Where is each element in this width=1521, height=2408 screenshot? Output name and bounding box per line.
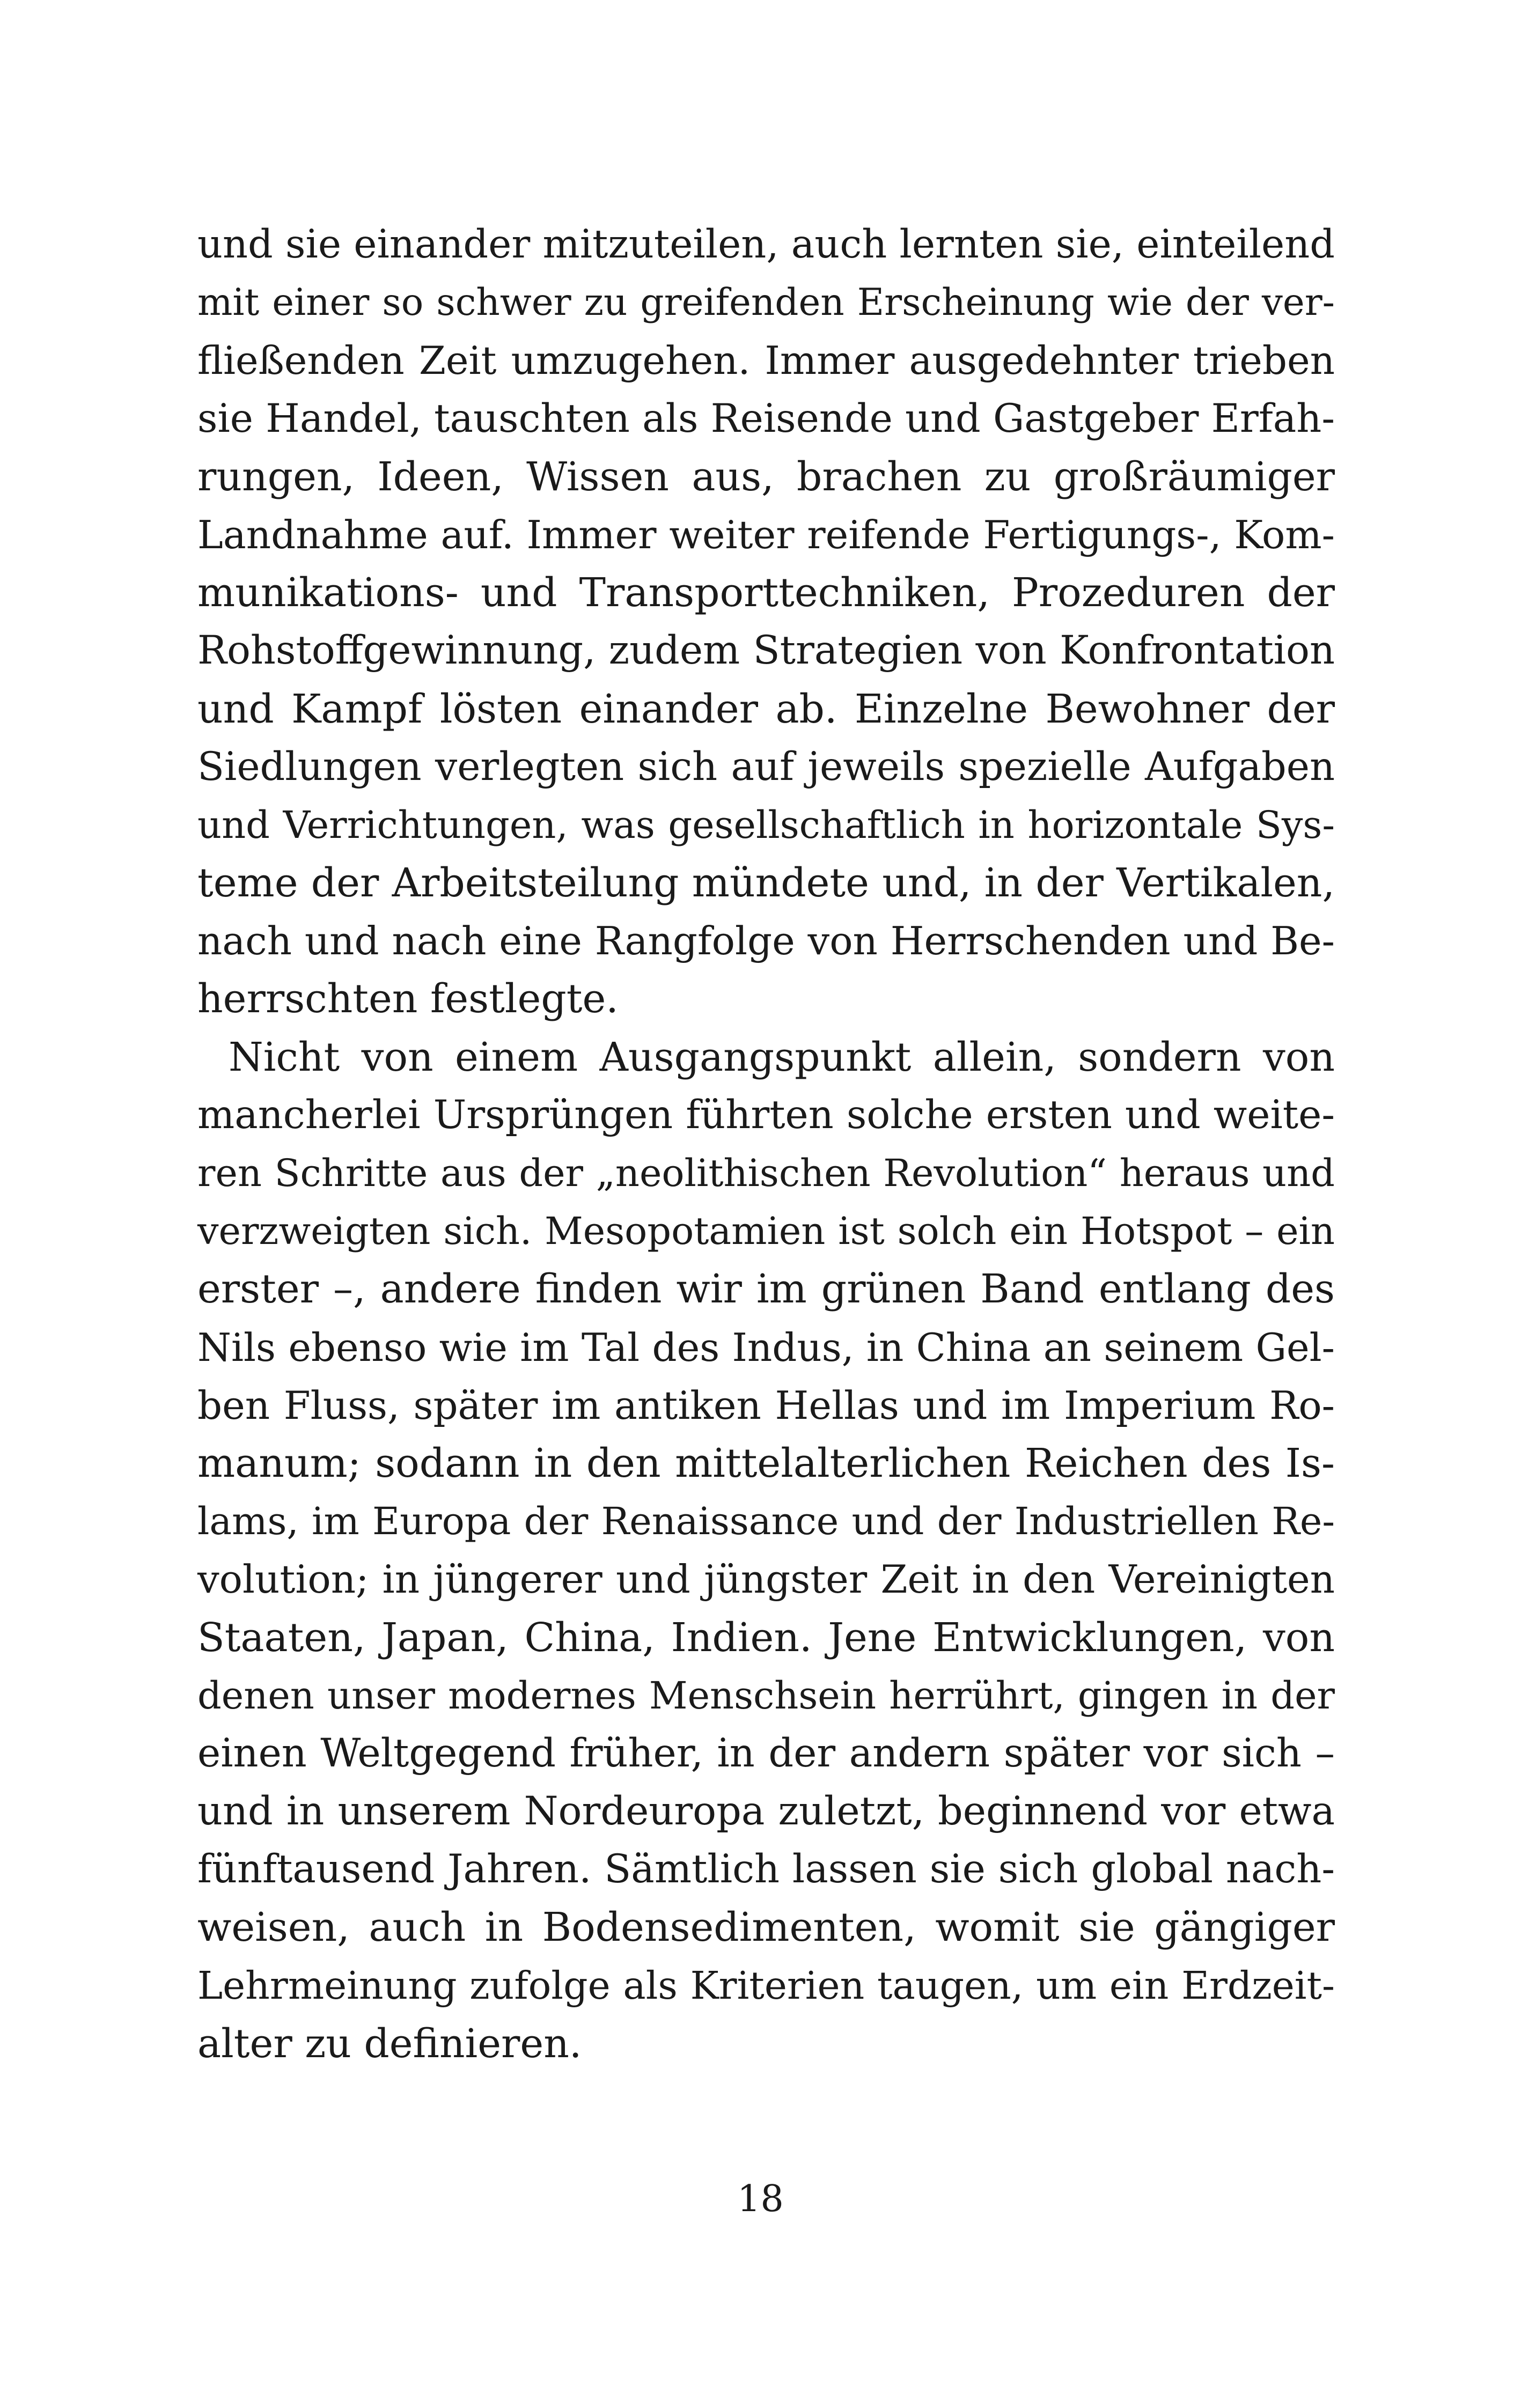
text-line: Staaten, Japan, China, Indien. Jene Entwicklungen, von [197, 1614, 1335, 1661]
text-line: volution; in jüngerer und jüngster Zeit in den Vereinigten [197, 1557, 1335, 1602]
text-line: und Verrichtungen, was gesellschaftlich in horizontale Sys- [197, 802, 1335, 847]
text-line: fünftausend Jahren. Sämtlich lassen sie sich global nach- [197, 1846, 1335, 1892]
text-line: denen unser modernes Menschsein herrührt, gingen in der [197, 1673, 1335, 1718]
text-line: ben Fluss, später im antiken Hellas und im Imperium Ro- [197, 1382, 1335, 1428]
text-line: Lehrmeinung zufolge als Kriterien taugen, um ein Erdzeit- [197, 1963, 1335, 2008]
text-line: Siedlungen verlegten sich auf jeweils spezielle Aufgaben [197, 743, 1335, 790]
paragraph [197, 1028, 1335, 2073]
text-line: weisen, auch in Bodensedimenten, womit sie gängiger [197, 1904, 1335, 1951]
text-line: Rohstoffgewinnung, zudem Strategien von Konfrontation [197, 628, 1335, 674]
text-line: einen Weltgegend früher, in der andern später vor sich – [197, 1730, 1335, 1776]
text-line: Nicht von einem Ausgangspunkt allein, sondern von [229, 1034, 1335, 1080]
text-line: und Kampf lösten einander ab. Einzelne Bewohner der [197, 686, 1335, 732]
text-line: nach und nach eine Rangfolge von Herrschenden und Be- [197, 918, 1335, 964]
body-text [197, 216, 1335, 2073]
text-line: teme der Arbeitsteilung mündete und, in der Vertikalen, [197, 860, 1335, 907]
text-line: sie Handel, tauschten als Reisende und Gastgeber Erfah- [197, 395, 1335, 441]
text-line: erster –, andere finden wir im grünen Band entlang des [197, 1266, 1335, 1313]
text-line: lams, im Europa der Renaissance und der Industriellen Re- [197, 1499, 1335, 1544]
text-line: verzweigten sich. Mesopotamien ist solch ein Hotspot – ein [197, 1209, 1335, 1254]
text-line: fließenden Zeit umzugehen. Immer ausgedehnter trieben [197, 338, 1335, 384]
text-line: munikations- und Transporttechniken, Prozeduren der [197, 570, 1335, 616]
text-line: mit einer so schwer zu greifenden Erscheinung wie der ver- [197, 281, 1335, 325]
paragraph [197, 216, 1335, 1028]
text-line: manum; sodann in den mittelalterlichen Reichen des Is- [197, 1440, 1335, 1486]
page-number: 18 [737, 2178, 784, 2220]
text-line: und sie einander mitzuteilen, auch lernten sie, einteilend [197, 222, 1335, 267]
text-line: ren Schritte aus der „neolithischen Revolution“ heraus und [197, 1151, 1335, 1195]
text-line: und in unserem Nordeuropa zuletzt, beginnend vor etwa [197, 1788, 1335, 1835]
text-line: Landnahme auf. Immer weiter reifende Fertigungs-, Kom- [197, 512, 1335, 557]
text-line: rungen, Ideen, Wissen aus, brachen zu großräumiger [197, 453, 1335, 500]
text-line: Nils ebenso wie im Tal des Indus, in China an seinem Gel- [197, 1324, 1335, 1370]
text-line: alter zu definieren. [197, 2020, 582, 2067]
text-line: herrschten festlegte. [197, 976, 619, 1022]
text-line: mancherlei Ursprüngen führten solche ersten und weite- [197, 1092, 1335, 1138]
